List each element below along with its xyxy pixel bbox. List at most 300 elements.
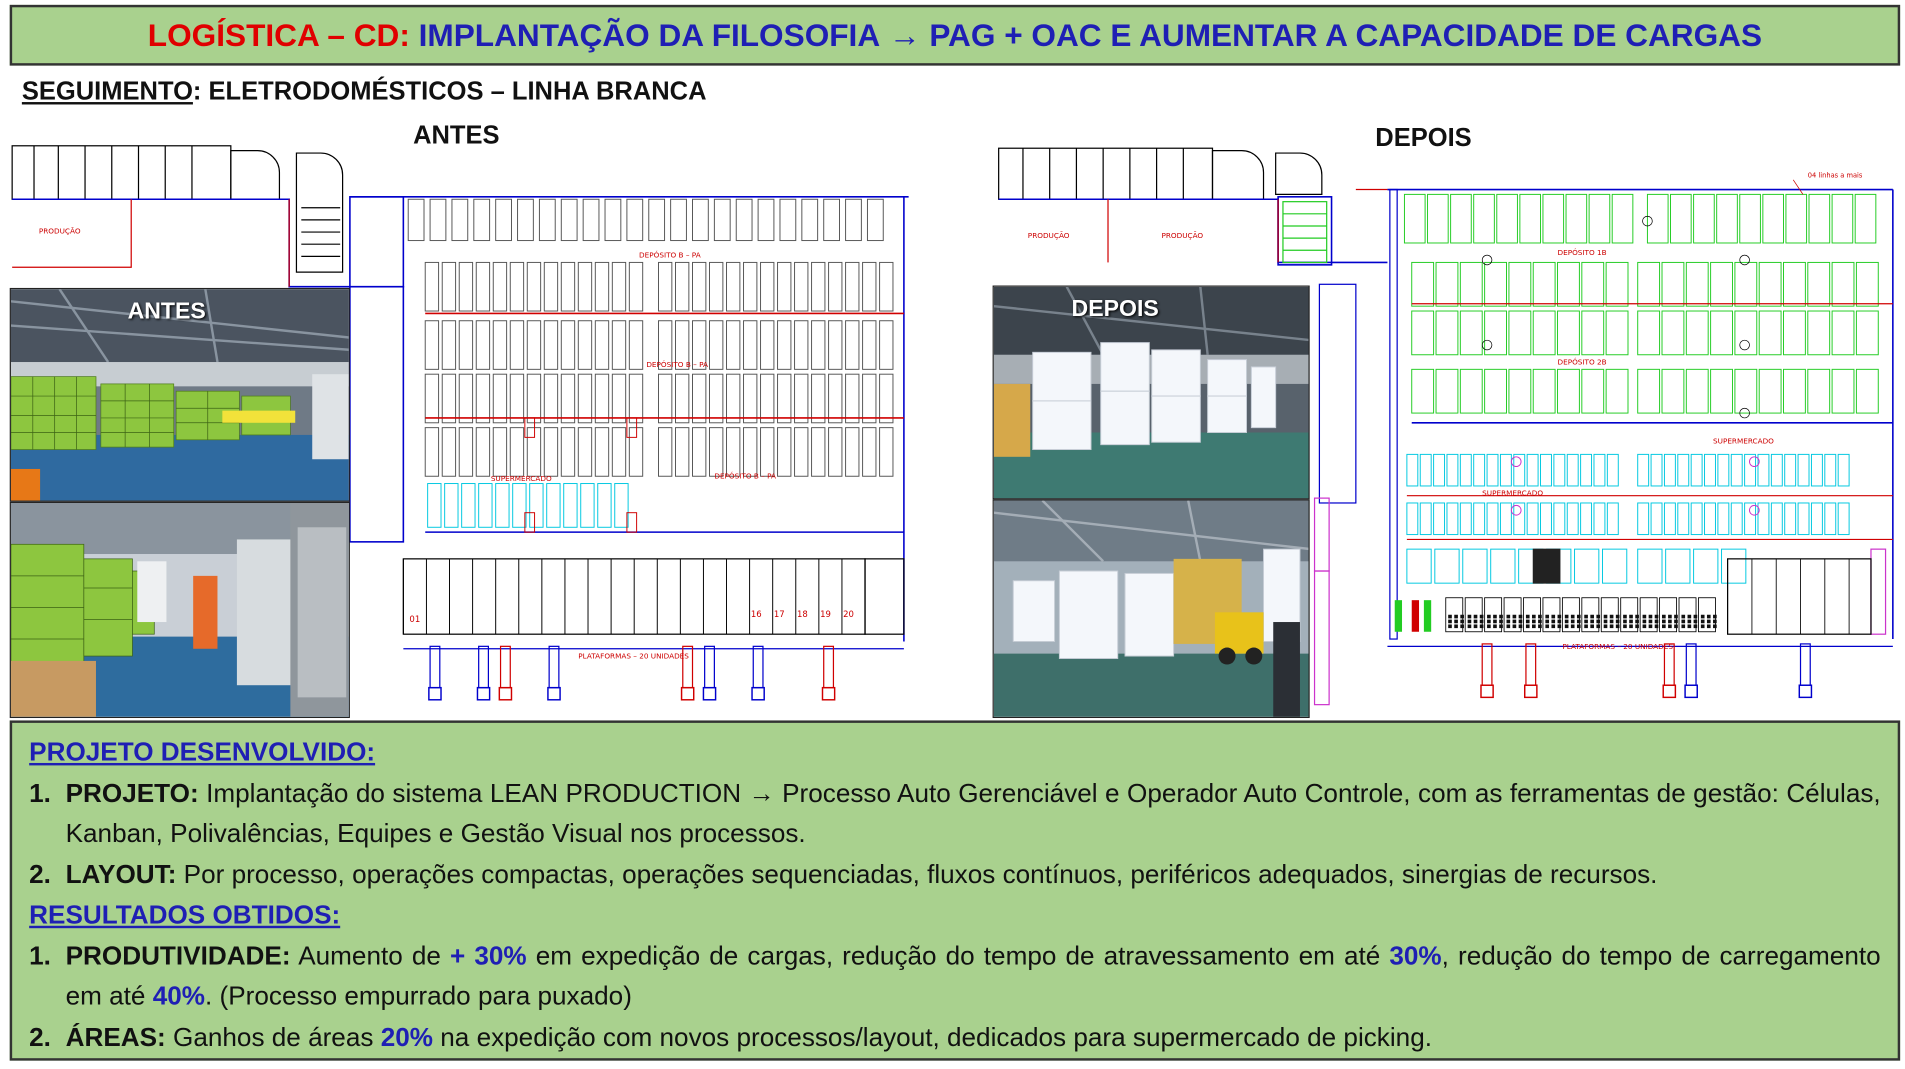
after-rack-top <box>1786 194 1807 243</box>
project-item-2-body <box>66 855 1881 896</box>
after-rack <box>1784 369 1806 413</box>
title-arrow: → <box>888 16 921 53</box>
before-rack <box>761 262 774 311</box>
after-supermarket-rack <box>1420 503 1431 535</box>
after-dock-pallet <box>1577 624 1581 628</box>
after-dock-pallet <box>1674 620 1678 624</box>
results-item-2-t2: na expedição com novos processos/layout, dedicados para supermercado de picking. <box>440 1022 1432 1052</box>
after-rack-top <box>1647 194 1668 243</box>
before-rack <box>578 321 591 370</box>
after-rack <box>1558 311 1580 355</box>
before-truck <box>752 688 764 700</box>
after-rack-top <box>1451 194 1472 243</box>
after-dock-pallet <box>1590 615 1594 619</box>
after-dock-pallet <box>1584 624 1588 628</box>
after-rack <box>1832 311 1854 355</box>
before-rack-top <box>649 199 665 240</box>
results-item-1-t1: Aumento de <box>298 940 441 971</box>
after-rack <box>1533 369 1555 413</box>
after-dock-pallet <box>1596 624 1600 628</box>
before-rack <box>675 428 688 477</box>
after-supermarket-rack <box>1487 503 1498 535</box>
after-rack-top <box>1428 194 1449 243</box>
after-dock-pallet <box>1674 624 1678 628</box>
before-rack <box>510 262 523 311</box>
before-supermarket-rack <box>581 484 594 528</box>
before-dock-16: 16 <box>750 610 762 621</box>
before-rack-top <box>714 199 730 240</box>
after-dock-pallet <box>1513 624 1517 628</box>
after-rack-top <box>1589 194 1610 243</box>
after-dock-pallet <box>1507 620 1511 624</box>
after-dock-pallet <box>1532 615 1536 619</box>
before-rack <box>578 262 591 311</box>
after-dock-pallet <box>1649 615 1653 619</box>
before-truck <box>499 688 511 700</box>
after-rack-top <box>1763 194 1784 243</box>
after-dock-pallet <box>1694 624 1698 628</box>
after-dock-pallet <box>1448 624 1452 628</box>
after-dock-pallet <box>1643 620 1647 624</box>
after-dock-pallet <box>1701 624 1705 628</box>
after-dock-pallet <box>1571 620 1575 624</box>
before-rack <box>442 262 455 311</box>
after-dock-pallet <box>1707 624 1711 628</box>
after-dock-pallet <box>1707 615 1711 619</box>
after-supermarket-rack <box>1678 454 1689 486</box>
after-rack <box>1412 262 1434 306</box>
before-plan-plataformas: PLATAFORMAS – 20 UNIDADES <box>578 651 689 661</box>
before-rack <box>727 428 740 477</box>
after-dock-pallet <box>1507 624 1511 628</box>
before-truck <box>477 688 489 700</box>
before-rack <box>846 428 859 477</box>
before-supermarket-rack <box>530 484 543 528</box>
project-item-2-text: Por processo, operações compactas, operações sequenciadas, fluxos contínuos, periféricos adequados, sinergias de recursos. <box>183 859 1658 889</box>
before-rack <box>493 428 506 477</box>
after-rack-symbol <box>1511 457 1521 467</box>
after-truck <box>1481 685 1493 697</box>
after-rack <box>1509 262 1531 306</box>
before-dock-19: 19 <box>820 610 831 621</box>
results-item-1-h3: 40% <box>152 981 206 1011</box>
before-rack <box>476 321 489 370</box>
after-rack-symbol <box>1511 505 1521 515</box>
before-rack <box>744 262 757 311</box>
before-rack <box>629 428 642 477</box>
after-dock-pallet <box>1629 624 1633 628</box>
project-heading: PROJETO DESENVOLVIDO: <box>29 737 376 767</box>
project-item-1-body <box>66 773 1881 854</box>
before-rack <box>527 428 540 477</box>
after-plan-deposito-1: DEPÓSITO 1B <box>1557 248 1607 258</box>
before-rack <box>595 428 608 477</box>
after-rack <box>1856 262 1878 306</box>
after-photo-label: DEPOIS <box>1071 296 1159 322</box>
before-rack <box>812 428 825 477</box>
after-dock-pallet <box>1474 615 1478 619</box>
after-supermarket-rack <box>1434 454 1445 486</box>
after-dock-pallet <box>1713 624 1717 628</box>
after-dock-pallet <box>1668 615 1672 619</box>
before-rack <box>727 321 740 370</box>
after-supermarket-rack <box>1811 503 1822 535</box>
before-rack <box>675 262 688 311</box>
after-dock-pallet <box>1694 620 1698 624</box>
after-rack-top <box>1671 194 1692 243</box>
before-dock-17: 17 <box>773 610 785 621</box>
before-rack <box>612 321 625 370</box>
after-rack <box>1606 369 1628 413</box>
after-dock-pallet <box>1487 620 1491 624</box>
after-dock-pallet <box>1668 624 1672 628</box>
after-dock-pallet <box>1674 615 1678 619</box>
after-dock-pallet <box>1596 615 1600 619</box>
after-supermarket-rack <box>1487 454 1498 486</box>
after-dock-pallet <box>1480 624 1484 628</box>
after-dock-pallet <box>1507 615 1511 619</box>
after-rack <box>1784 311 1806 355</box>
before-rack-top <box>780 199 796 240</box>
after-supermarket-rack <box>1567 454 1578 486</box>
after-supermarket-rack <box>1474 454 1485 486</box>
after-dock-pallet <box>1713 620 1717 624</box>
after-rack <box>1485 369 1507 413</box>
after-supermarket-rack <box>1678 503 1689 535</box>
after-dock-pallet <box>1558 620 1562 624</box>
before-truck <box>682 688 694 700</box>
before-rack <box>693 262 706 311</box>
after-dock-pallet <box>1454 624 1458 628</box>
after-truck <box>1686 644 1696 685</box>
before-supermarket-rack <box>496 484 509 528</box>
before-truck <box>705 646 715 687</box>
before-rack <box>476 428 489 477</box>
before-rack <box>880 428 893 477</box>
after-dock-pallet <box>1526 620 1530 624</box>
after-dock-pallet <box>1590 620 1594 624</box>
after-dock-pallet <box>1460 615 1464 619</box>
before-rack <box>425 262 438 311</box>
after-dock-pallet <box>1448 615 1452 619</box>
after-rack-block <box>1533 549 1560 583</box>
before-plan-producao: PRODUÇÃO <box>38 226 81 236</box>
before-rack <box>629 262 642 311</box>
before-truck <box>549 646 559 687</box>
before-rack <box>658 374 671 423</box>
after-rack <box>1412 311 1434 355</box>
after-dock-pallet <box>1577 615 1581 619</box>
after-dock-pallet <box>1526 615 1530 619</box>
after-dock-pallet <box>1532 620 1536 624</box>
after-dock-pallet <box>1649 620 1653 624</box>
after-dock-pallet <box>1565 620 1569 624</box>
after-dock-red <box>1412 600 1419 632</box>
before-rack <box>761 428 774 477</box>
before-photo-warehouse <box>10 288 350 502</box>
after-dock-pallet <box>1519 620 1523 624</box>
after-heading: DEPOIS <box>1375 123 1472 152</box>
before-rack <box>812 262 825 311</box>
after-photo-forklift-image <box>994 501 1310 718</box>
after-dock-pallet <box>1688 624 1692 628</box>
before-rack-top <box>867 199 883 240</box>
before-rack <box>442 428 455 477</box>
after-supermarket-rack <box>1527 454 1538 486</box>
after-rack <box>1460 369 1482 413</box>
after-rack <box>1711 369 1733 413</box>
after-supermarket-rack <box>1541 503 1552 535</box>
after-plan-plataformas: PLATAFORMAS – 20 UNIDADES <box>1562 641 1673 651</box>
after-dock-pallet <box>1545 620 1549 624</box>
before-rack <box>493 321 506 370</box>
after-supermarket-rack <box>1554 454 1565 486</box>
after-rack-symbol <box>1740 340 1750 350</box>
after-rack <box>1533 262 1555 306</box>
after-dock-pallet <box>1616 624 1620 628</box>
after-dock-pallet <box>1662 620 1666 624</box>
after-supermarket-rack <box>1691 503 1702 535</box>
before-rack <box>459 262 472 311</box>
after-dock-pallet <box>1571 624 1575 628</box>
after-rack <box>1412 369 1434 413</box>
after-dock-pallet <box>1584 615 1588 619</box>
project-item-1 <box>29 773 1881 854</box>
before-rack <box>846 262 859 311</box>
after-supermarket-rack <box>1785 454 1796 486</box>
after-dock-green <box>1395 600 1402 632</box>
after-rack <box>1460 262 1482 306</box>
after-dock-pallet <box>1707 620 1711 624</box>
after-dock-pallet <box>1655 620 1659 624</box>
before-rack <box>693 428 706 477</box>
after-rack <box>1832 262 1854 306</box>
title-part-1: LOGÍSTICA – CD: <box>147 16 410 53</box>
title-bar <box>10 5 1900 66</box>
after-dock-pallet <box>1519 615 1523 619</box>
before-rack <box>863 428 876 477</box>
after-dock-pallet <box>1526 624 1530 628</box>
after-dock-pallet <box>1460 624 1464 628</box>
results-item-2-body <box>66 1017 1881 1058</box>
before-rack <box>727 374 740 423</box>
after-dock-pallet <box>1596 620 1600 624</box>
after-supermarket-rack <box>1567 503 1578 535</box>
after-supermarket-rack <box>1731 503 1742 535</box>
before-rack <box>544 262 557 311</box>
after-dock-pallet <box>1681 615 1685 619</box>
before-supermarket-rack <box>598 484 611 528</box>
after-dock-pallet <box>1643 615 1647 619</box>
after-dock-pallet <box>1681 620 1685 624</box>
after-supermarket-rack <box>1691 454 1702 486</box>
after-supermarket-rack <box>1718 503 1729 535</box>
after-dock-pallet <box>1493 620 1497 624</box>
after-dock-pallet <box>1701 620 1705 624</box>
after-rack <box>1808 311 1830 355</box>
after-dock-pallet <box>1474 620 1478 624</box>
after-rack-top <box>1809 194 1830 243</box>
after-dock-pallet <box>1565 615 1569 619</box>
after-supermarket-rack <box>1594 454 1605 486</box>
before-rack <box>527 262 540 311</box>
before-dock-01: 01 <box>409 615 421 626</box>
after-dock-pallet <box>1454 620 1458 624</box>
after-dock-pallet <box>1623 615 1627 619</box>
after-rack <box>1436 311 1458 355</box>
after-rack <box>1662 262 1684 306</box>
after-picking-rack <box>1666 549 1690 583</box>
results-heading: RESULTADOS OBTIDOS: <box>29 900 341 930</box>
after-dock-pallet <box>1629 620 1633 624</box>
after-supermarket-rack <box>1838 454 1849 486</box>
after-rack <box>1686 311 1708 355</box>
after-dock-pallet <box>1623 624 1627 628</box>
after-rack <box>1638 369 1660 413</box>
after-rack-top <box>1404 194 1425 243</box>
after-picking-rack <box>1694 549 1718 583</box>
after-dock-pallet <box>1688 620 1692 624</box>
after-dock-pallet <box>1643 624 1647 628</box>
after-supermarket-rack <box>1664 503 1675 535</box>
after-picking-rack <box>1407 549 1431 583</box>
before-rack <box>510 428 523 477</box>
after-picking-rack <box>1638 549 1662 583</box>
project-item-2-num: 2. <box>29 859 51 889</box>
before-rack <box>812 321 825 370</box>
after-dock-pallet <box>1668 620 1672 624</box>
before-rack <box>561 428 574 477</box>
before-rack <box>544 321 557 370</box>
after-supermarket-rack <box>1651 454 1662 486</box>
after-dock-pallet <box>1713 615 1717 619</box>
after-rack <box>1638 311 1660 355</box>
before-rack <box>846 374 859 423</box>
before-rack-top <box>671 199 687 240</box>
results-item-1-num: 1. <box>29 940 51 971</box>
after-dock-pallet <box>1545 624 1549 628</box>
title-part-2: IMPLANTAÇÃO DA FILOSOFIA <box>418 16 881 53</box>
before-rack <box>795 262 808 311</box>
after-supermarket-rack <box>1514 454 1525 486</box>
after-supermarket-rack <box>1581 503 1592 535</box>
before-rack <box>710 374 723 423</box>
after-dock-pallet <box>1629 615 1633 619</box>
after-supermarket-rack <box>1541 454 1552 486</box>
before-rack <box>578 374 591 423</box>
before-supermarket-rack <box>615 484 628 528</box>
after-rack <box>1784 262 1806 306</box>
after-plan-supermercado-1: SUPERMERCADO <box>1713 436 1774 446</box>
before-rack <box>846 321 859 370</box>
before-rack-top <box>452 199 468 240</box>
before-rack <box>425 374 438 423</box>
results-item-2-label: ÁREAS: <box>65 1022 166 1052</box>
after-rack <box>1759 369 1781 413</box>
before-supermarket-rack <box>428 484 441 528</box>
after-rack <box>1558 369 1580 413</box>
after-supermarket-rack <box>1638 503 1649 535</box>
after-truck <box>1526 644 1536 685</box>
before-rack <box>459 374 472 423</box>
before-supermarket-rack <box>547 484 560 528</box>
after-supermarket-rack <box>1731 454 1742 486</box>
before-rack <box>595 374 608 423</box>
before-rack <box>795 428 808 477</box>
after-rack <box>1533 311 1555 355</box>
after-dock-pallet <box>1480 615 1484 619</box>
before-rack <box>863 262 876 311</box>
after-dock-pallet <box>1454 615 1458 619</box>
after-dock-pallet <box>1662 615 1666 619</box>
project-item-1-text: Implantação do sistema LEAN PRODUCTION → Processo Auto Gerenciável e Operador Auto Controle, com as ferramentas de gestão: Células, Kanban, Polivalências, Equipes e Gestão Visual nos processos. <box>65 778 1881 849</box>
project-item-2-label: LAYOUT: <box>65 859 177 889</box>
after-dock-pallet <box>1499 624 1503 628</box>
after-supermarket-rack <box>1407 454 1418 486</box>
after-rack-top <box>1520 194 1541 243</box>
after-dock-pallet <box>1519 624 1523 628</box>
after-dock-pallet <box>1565 624 1569 628</box>
after-dock-pallet <box>1538 620 1542 624</box>
after-supermarket-rack <box>1825 454 1836 486</box>
after-rack-top <box>1740 194 1761 243</box>
before-supermarket-rack <box>445 484 458 528</box>
after-picking-rack <box>1722 549 1746 583</box>
after-plan-note: 04 linhas a mais <box>1807 171 1863 180</box>
before-heading: ANTES <box>413 121 500 150</box>
after-dock-pallet <box>1499 615 1503 619</box>
before-photo-label: ANTES <box>127 298 206 325</box>
project-item-1-label: PROJETO: <box>65 778 199 808</box>
after-rack <box>1808 262 1830 306</box>
before-rack <box>561 321 574 370</box>
after-dock-pallet <box>1655 615 1659 619</box>
after-rack <box>1711 262 1733 306</box>
after-supermarket-rack <box>1607 454 1618 486</box>
before-rack-top <box>824 199 840 240</box>
before-rack <box>476 374 489 423</box>
before-rack <box>778 321 791 370</box>
after-supermarket-rack <box>1798 503 1809 535</box>
before-truck <box>824 646 834 687</box>
before-rack <box>744 428 757 477</box>
after-supermarket-rack <box>1825 503 1836 535</box>
after-plan-deposito-2: DEPÓSITO 2B <box>1557 357 1607 367</box>
after-dock-pallet <box>1513 615 1517 619</box>
before-truck <box>430 646 440 687</box>
before-rack-top <box>583 199 599 240</box>
after-supermarket-rack <box>1758 454 1769 486</box>
before-rack-top <box>474 199 490 240</box>
after-picking-rack <box>1435 549 1459 583</box>
after-dock-green <box>1424 600 1431 632</box>
after-dock-pallet <box>1649 624 1653 628</box>
before-rack <box>829 428 842 477</box>
before-supermarket-rack <box>513 484 526 528</box>
after-dock-pallet <box>1604 615 1608 619</box>
after-trucks <box>1481 641 1811 697</box>
after-dock-pallet <box>1604 624 1608 628</box>
before-rack <box>510 374 523 423</box>
after-supermarket-rack <box>1838 503 1849 535</box>
after-dock-pallet <box>1487 624 1491 628</box>
after-dock-pallet <box>1635 615 1639 619</box>
after-rack <box>1662 311 1684 355</box>
before-plan-deposito-3: DEPÓSITO B – PA <box>714 471 777 481</box>
after-supermarket-rack <box>1664 454 1675 486</box>
before-rack <box>476 262 489 311</box>
after-rack-top <box>1832 194 1853 243</box>
